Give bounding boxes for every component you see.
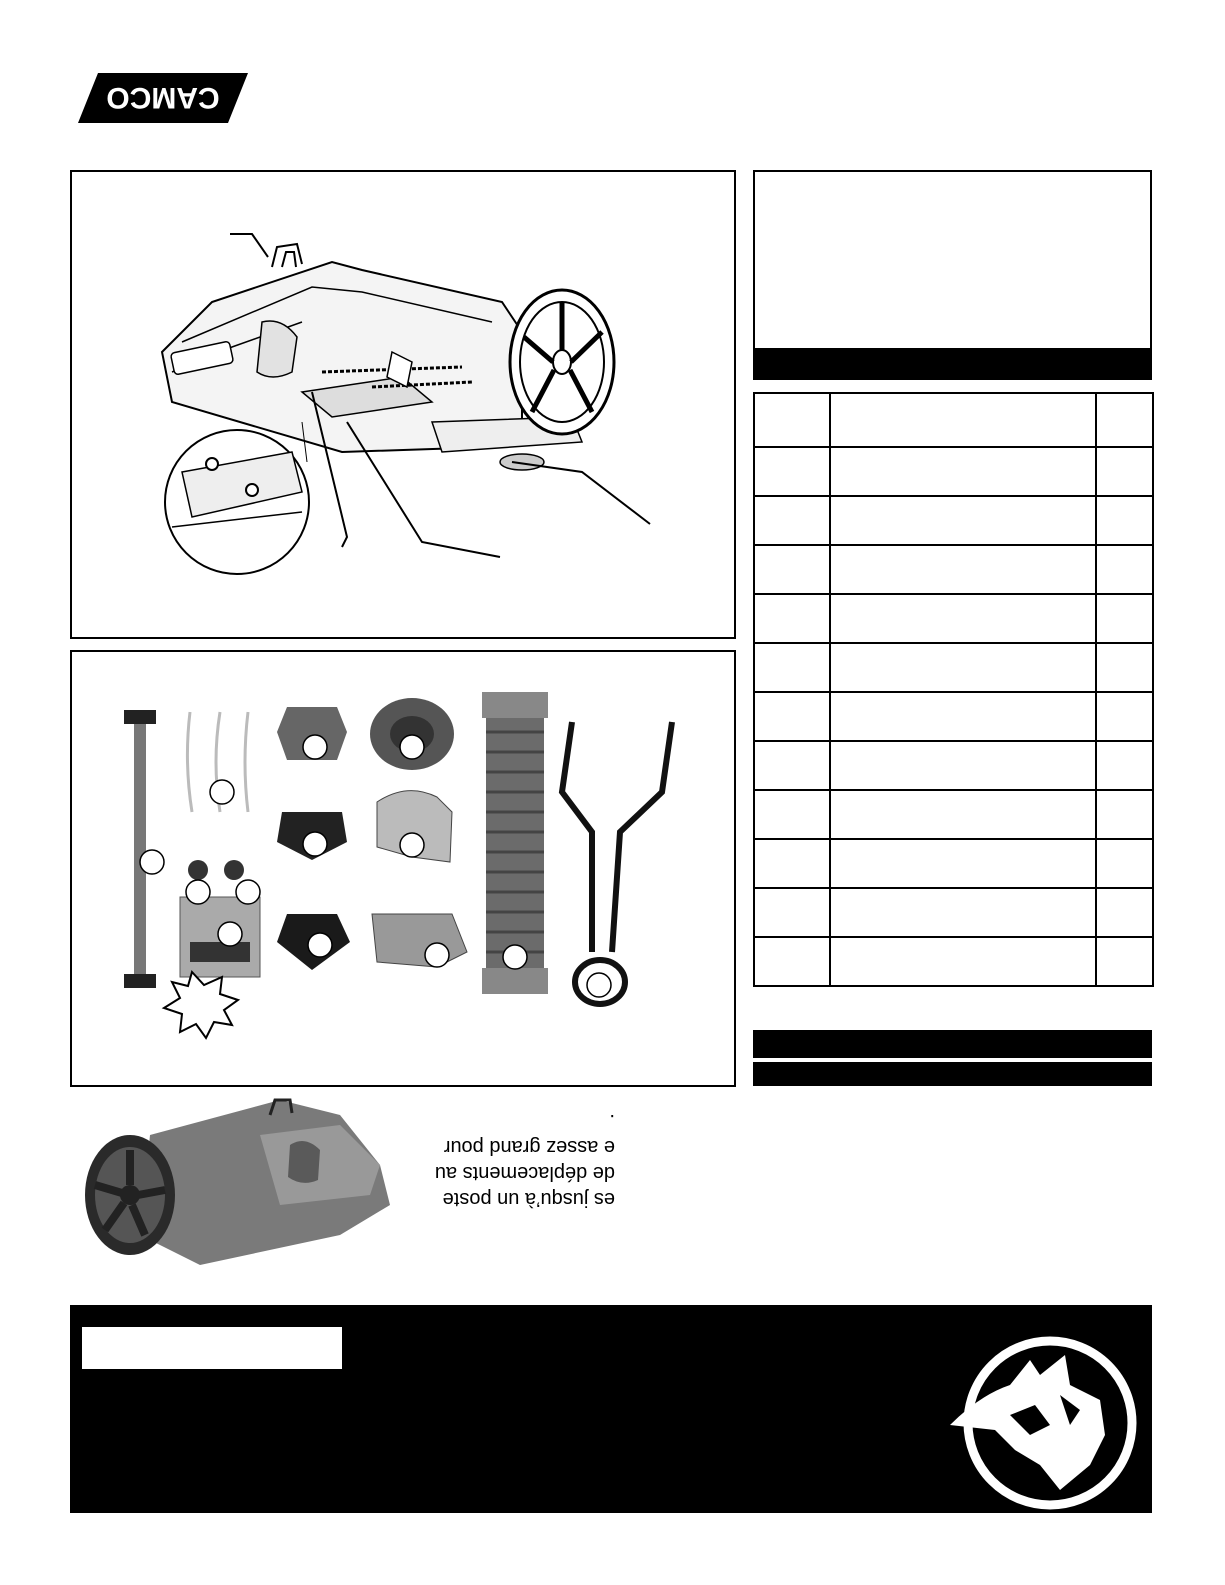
footer-banner — [70, 1305, 1152, 1513]
flipped-line-3: e assez grand pour — [443, 1136, 615, 1158]
clear-elbow-2 — [372, 914, 467, 967]
flipped-paragraph — [405, 1108, 615, 1212]
leader-line-handle — [230, 234, 268, 257]
wheel-drawing — [510, 290, 614, 434]
table-row — [754, 692, 1153, 741]
flipped-line-2: de déplacements au — [434, 1162, 615, 1184]
footer-label-box — [82, 1327, 342, 1369]
table-row — [754, 447, 1153, 496]
table-header-row — [754, 393, 1153, 447]
flush-hose — [134, 720, 146, 982]
table-footer-bar-2 — [753, 1062, 1152, 1086]
tow-bar — [562, 722, 592, 952]
product-diagram-panel — [70, 170, 736, 639]
table-row — [754, 594, 1153, 643]
table-row — [754, 790, 1153, 839]
camco-logo-text: CAMCO — [106, 81, 220, 114]
leader-line-cap — [512, 462, 650, 524]
table-row — [754, 937, 1153, 986]
table-row — [754, 643, 1153, 692]
flipped-line-4: . — [609, 1110, 615, 1132]
info-panel — [753, 170, 1152, 380]
new-starburst-icon — [164, 972, 238, 1038]
rhino-emblem-icon — [940, 1315, 1140, 1515]
table-row — [754, 741, 1153, 790]
flipped-line-1: es jusqu’à un poste — [442, 1188, 615, 1210]
table-row — [754, 839, 1153, 888]
rhino-tote-line-diagram — [72, 172, 734, 637]
camco-logo — [78, 73, 248, 123]
table-row — [754, 545, 1153, 594]
product-photo — [80, 1095, 400, 1285]
kit-contents-photo — [72, 652, 734, 1085]
table-footer-bar-1 — [753, 1030, 1152, 1058]
table-row — [754, 496, 1153, 545]
info-panel-bar — [755, 348, 1150, 378]
table-row — [754, 888, 1153, 937]
parts-list-table — [753, 392, 1152, 987]
kit-contents-panel — [70, 650, 736, 1087]
